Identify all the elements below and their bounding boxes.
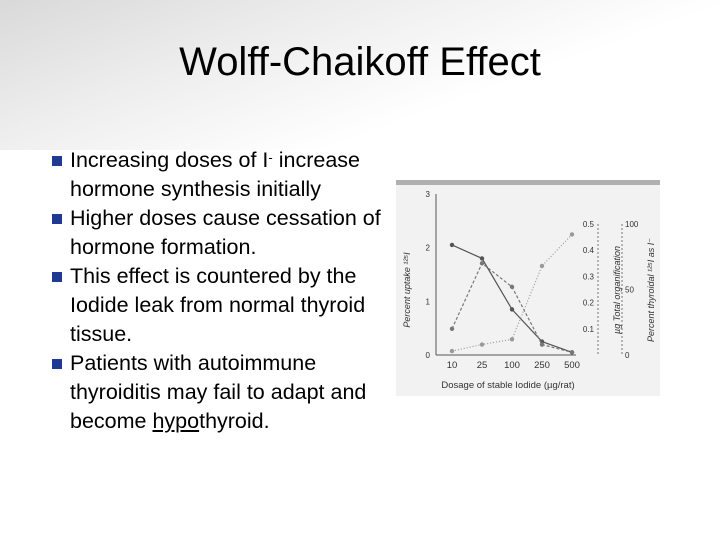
square-bullet-icon (52, 156, 62, 166)
left-tick-label: 1 (425, 297, 430, 307)
x-tick-label: 100 (504, 360, 520, 371)
bullet-text: This effect is countered by the Iodide leak from normal thyroid tissue. (70, 264, 366, 346)
data-point-left (510, 307, 514, 311)
right-axis-label: Percent thyroidal ¹²⁵I as I⁻ (646, 237, 656, 343)
series-line-left (452, 245, 572, 352)
right-tick-label: 50 (625, 285, 634, 295)
series-line-right (452, 234, 572, 351)
bullet-text-rest: increase hormone synthesis initially (70, 148, 360, 201)
bullet-list (52, 146, 382, 436)
data-point-right (570, 232, 574, 236)
figure-chart (396, 180, 660, 396)
data-point-mid (480, 261, 484, 265)
x-tick-label: 250 (534, 360, 550, 371)
square-bullet-icon (52, 272, 62, 282)
figure-top-edge (396, 180, 660, 185)
left-tick-label: 3 (425, 190, 430, 199)
square-bullet-icon (52, 214, 62, 224)
bullet-text: Increasing doses of I (70, 148, 269, 172)
middle-tick-label: 0.2 (582, 298, 594, 308)
data-point-mid (540, 342, 544, 346)
underlined-text: hypo (152, 409, 200, 433)
series-lines (450, 232, 574, 354)
data-point-mid (570, 350, 574, 354)
bullet-item (52, 262, 382, 349)
middle-axis-label: µg Total organification (612, 246, 622, 334)
iodide-dose-figure (396, 180, 660, 396)
x-tick-label: 500 (564, 360, 580, 371)
data-point-right (480, 342, 484, 346)
left-tick-label: 2 (425, 243, 430, 253)
left-axis-label: Percent uptake ¹²⁵I (402, 252, 412, 328)
middle-tick-label: 0.4 (582, 246, 594, 256)
superscript-minus: - (268, 150, 273, 165)
left-tick-label: 0 (425, 351, 430, 360)
tick-labels (426, 190, 639, 371)
data-point-right (510, 337, 514, 341)
bullet-item (52, 146, 382, 204)
square-bullet-icon (52, 359, 62, 369)
middle-tick-label: 0.1 (582, 324, 594, 334)
right-tick-label: 0 (625, 351, 630, 360)
bullet-item (52, 349, 382, 436)
x-axis-label: Dosage of stable Iodide (µg/rat) (441, 380, 575, 391)
data-point-mid (510, 285, 514, 289)
data-point-right (450, 349, 454, 353)
middle-tick-label: 0.5 (582, 220, 594, 229)
bullet-text-end: thyroid. (199, 409, 270, 433)
x-tick-label: 10 (446, 360, 458, 371)
bullet-text: Higher doses cause cessation of hormone formation. (70, 206, 381, 259)
data-point-left (480, 256, 484, 260)
data-point-left (450, 243, 454, 247)
data-point-right (540, 264, 544, 268)
bullet-item (52, 204, 382, 262)
data-point-mid (450, 327, 454, 331)
bullet-text: Patients with autoimmune thyroiditis may fail to adapt and become (70, 351, 367, 433)
slide-title: Wolff-Chaikoff Effect (179, 40, 541, 84)
middle-tick-label: 0.3 (582, 272, 594, 282)
x-tick-label: 25 (476, 360, 488, 371)
right-tick-label: 100 (625, 220, 639, 229)
